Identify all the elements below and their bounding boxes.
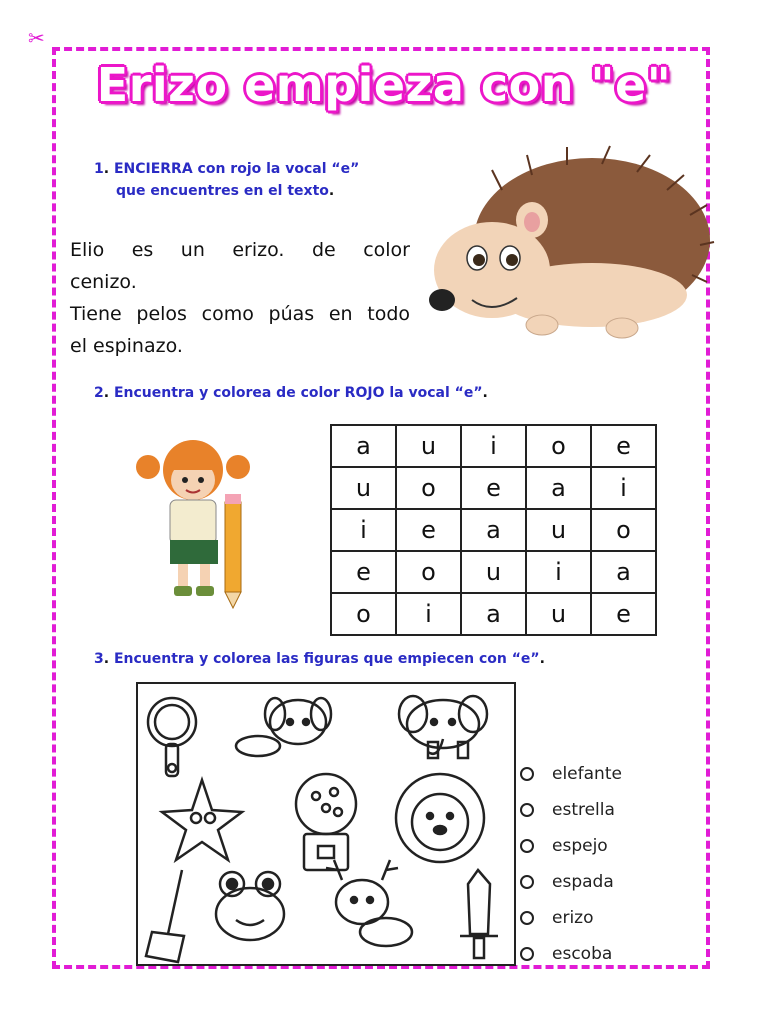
word-list-item <box>520 792 615 828</box>
word-list-item <box>520 864 614 900</box>
grid-cell[interactable]: u <box>461 551 526 593</box>
page-title: Erizo empieza con "e" <box>96 58 672 112</box>
grid-cell[interactable]: i <box>396 593 461 635</box>
word-label: estrella <box>552 800 615 820</box>
instruction-2: 2. Encuentra y colorea de color ROJO la vocal “e”. <box>94 385 488 401</box>
instruction-1-line2: que encuentres en el texto <box>116 183 329 199</box>
checkbox-circle[interactable] <box>520 839 534 853</box>
grid-cell[interactable]: i <box>526 551 591 593</box>
grid-cell[interactable]: o <box>331 593 396 635</box>
grid-row <box>331 593 656 635</box>
grid-cell[interactable]: e <box>461 467 526 509</box>
grid-cell[interactable]: o <box>591 509 656 551</box>
instruction-2-number: 2 <box>94 385 104 401</box>
grid-cell[interactable]: o <box>396 467 461 509</box>
grid-cell[interactable]: i <box>591 467 656 509</box>
word-list-item <box>520 936 612 972</box>
grid-cell[interactable]: a <box>591 551 656 593</box>
word-label: espada <box>552 872 614 892</box>
grid-row <box>331 551 656 593</box>
grid-cell[interactable]: e <box>331 551 396 593</box>
story-text <box>70 234 410 362</box>
checkbox-circle[interactable] <box>520 875 534 889</box>
grid-cell[interactable]: u <box>526 593 591 635</box>
instruction-3-number: 3 <box>94 651 104 667</box>
word-list-item <box>520 900 594 936</box>
grid-cell[interactable]: o <box>396 551 461 593</box>
instruction-1: 1. ENCIERRA con rojo la vocal “e” que encuentres en el texto. <box>94 161 360 199</box>
word-label: erizo <box>552 908 594 928</box>
grid-cell[interactable]: u <box>526 509 591 551</box>
scissors-icon: ✂ <box>28 26 45 50</box>
checkbox-circle[interactable] <box>520 947 534 961</box>
grid-cell[interactable]: e <box>396 509 461 551</box>
word-label: escoba <box>552 944 613 964</box>
grid-cell[interactable]: i <box>331 509 396 551</box>
word-label: espejo <box>552 836 608 856</box>
checkbox-circle[interactable] <box>520 767 534 781</box>
grid-cell[interactable]: u <box>331 467 396 509</box>
story-line: Elio es un erizo. de color <box>70 239 410 261</box>
instruction-1-line1: ENCIERRA con rojo la vocal “e” <box>113 161 360 177</box>
checkbox-circle[interactable] <box>520 911 534 925</box>
pictures-illustration <box>138 684 518 968</box>
grid-cell[interactable]: u <box>396 425 461 467</box>
story-line: cenizo. <box>70 271 137 293</box>
word-list-item <box>520 828 608 864</box>
grid-cell[interactable]: a <box>331 425 396 467</box>
grid-cell[interactable]: a <box>461 593 526 635</box>
instruction-1-number: 1 <box>94 161 104 177</box>
story-line: el espinazo. <box>70 335 183 357</box>
instruction-3: 3. Encuentra y colorea las figuras que empiecen con “e”. <box>94 651 545 667</box>
word-label: elefante <box>552 764 622 784</box>
instruction-2-text: Encuentra y colorea de color ROJO la vocal “e” <box>113 385 483 401</box>
vowel-grid <box>330 424 657 636</box>
checkbox-circle[interactable] <box>520 803 534 817</box>
grid-row <box>331 509 656 551</box>
hedgehog-illustration <box>422 150 712 350</box>
grid-cell[interactable]: e <box>591 425 656 467</box>
grid-cell[interactable]: a <box>461 509 526 551</box>
story-line: Tiene pelos como púas en todo <box>70 303 410 325</box>
grid-row <box>331 467 656 509</box>
grid-cell[interactable]: a <box>526 467 591 509</box>
grid-cell[interactable]: o <box>526 425 591 467</box>
picture-box <box>136 682 516 966</box>
girl-with-pencil-illustration <box>130 432 260 612</box>
word-list-item <box>520 756 622 792</box>
instruction-3-text: Encuentra y colorea las figuras que empiecen con “e” <box>113 651 540 667</box>
grid-cell[interactable]: e <box>591 593 656 635</box>
grid-cell[interactable]: i <box>461 425 526 467</box>
grid-row <box>331 425 656 467</box>
